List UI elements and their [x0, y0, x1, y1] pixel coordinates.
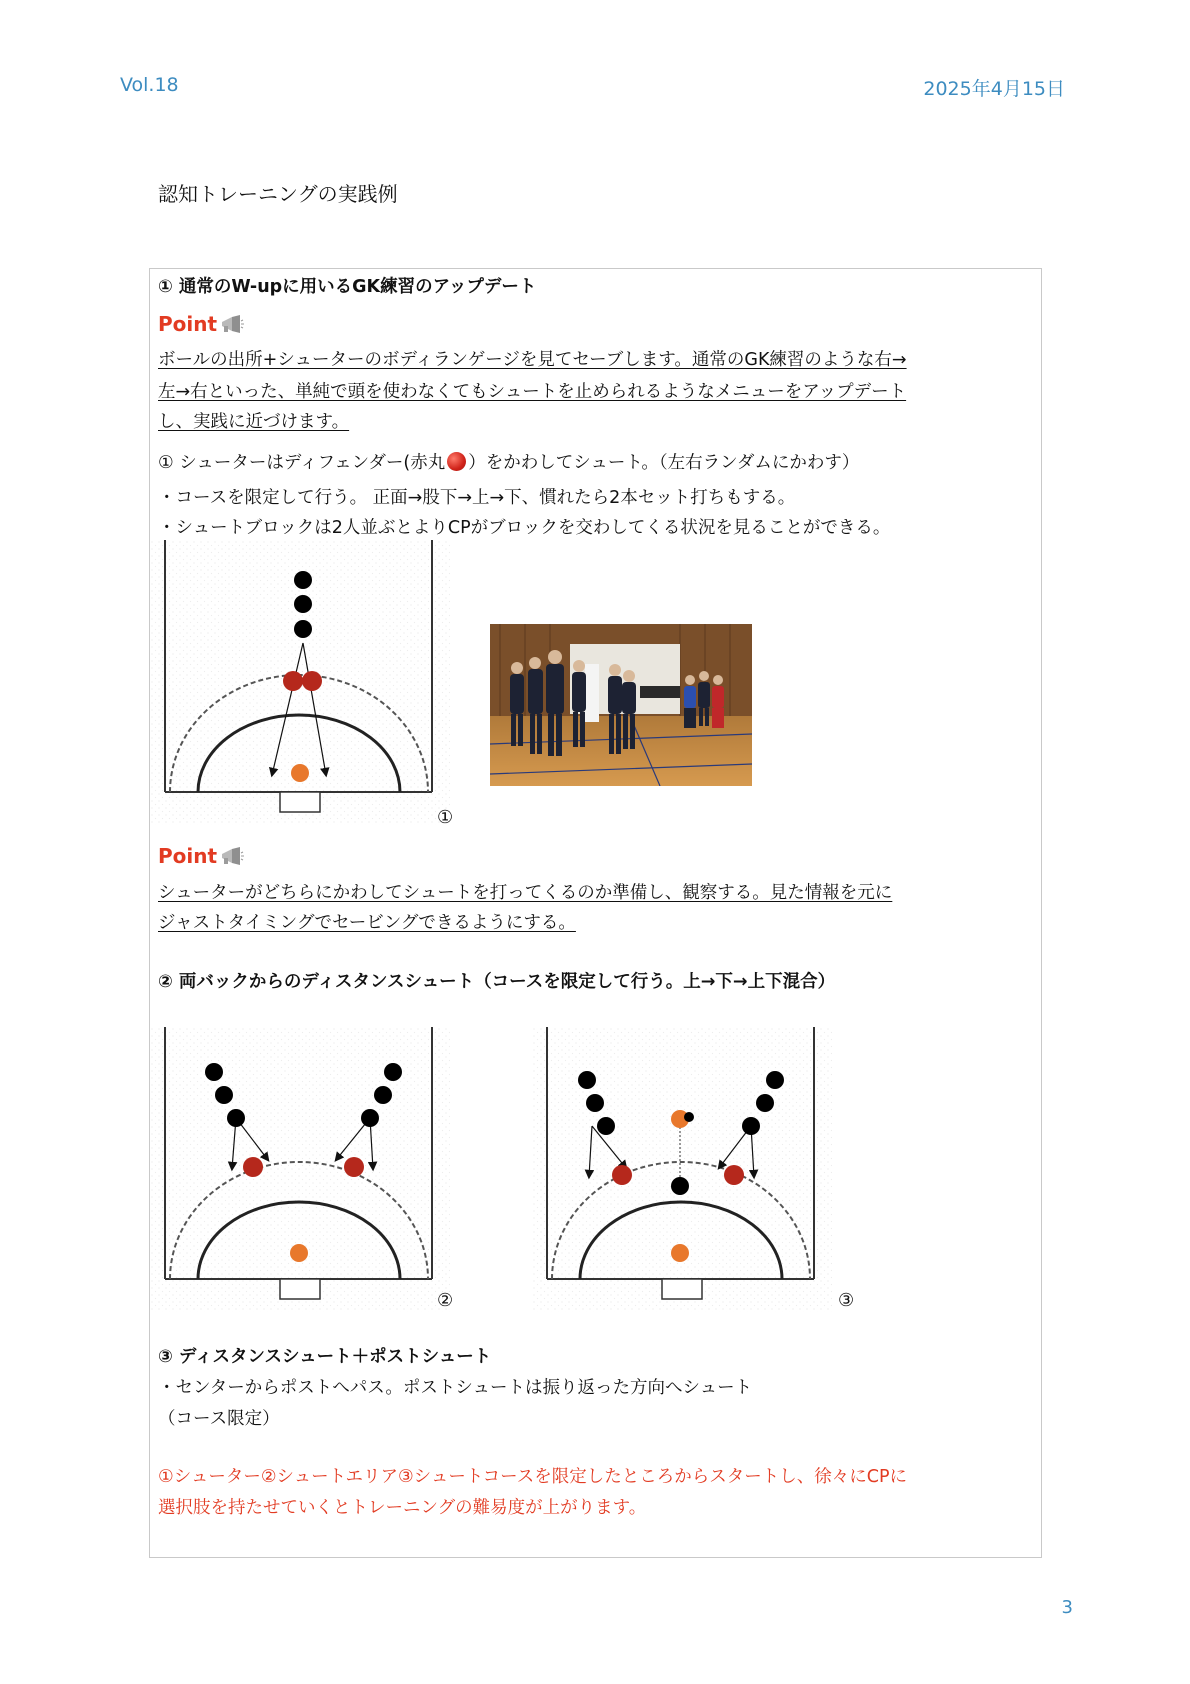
- shooter-marker: [294, 595, 312, 613]
- shooter-marker: [766, 1071, 784, 1089]
- point-label-2: [158, 846, 244, 869]
- point-label-1: [158, 314, 244, 337]
- shooter-marker: [374, 1086, 392, 1104]
- practice-photo: [490, 624, 752, 786]
- shooter-marker: [294, 571, 312, 589]
- diagram-number-1: ①: [437, 807, 454, 828]
- court-diagram-2: [150, 1027, 450, 1312]
- defender-marker: [302, 671, 322, 691]
- goalkeeper-marker: [671, 1244, 689, 1262]
- section3-line: ・センターからポストへパス。ポストシュートは振り返った方向へシュート: [158, 1378, 753, 1398]
- shooter-marker: [597, 1117, 615, 1135]
- defender-marker: [344, 1157, 364, 1177]
- point-text-line: 左→右といった、単純で頭を使わなくてもシュートを止められるようなメニューをアップデート: [158, 382, 907, 402]
- megaphone-icon: [220, 846, 244, 869]
- point2-text-line: シューターがどちらにかわしてシュートを打ってくるのか準備し、観察する。見た情報を元に: [158, 883, 893, 903]
- summary-line: 選択肢を持たせていくとトレーニングの難易度が上がります。: [158, 1498, 647, 1518]
- diagram-number-3: ③: [838, 1290, 855, 1311]
- red-circle-icon: [447, 452, 466, 471]
- shooter-marker: [586, 1094, 604, 1112]
- point-label-text: Point: [158, 844, 218, 868]
- section3-line: （コース限定）: [158, 1409, 280, 1429]
- point-label-text: Point: [158, 312, 218, 336]
- page-number: 3: [1061, 1597, 1073, 1618]
- shooter-marker: [227, 1109, 245, 1127]
- pivot-marker: [671, 1177, 689, 1195]
- drill-instruction-a: ① シューターはディフェンダー(赤丸: [158, 453, 446, 473]
- drill-instruction-b: ）をかわしてシュート。（左右ランダムにかわす）: [468, 453, 860, 473]
- point2-text-line: ジャストタイミングでセービングできるようにする。: [158, 913, 576, 933]
- shooter-marker: [361, 1109, 379, 1127]
- volume-label: Vol.18: [120, 74, 179, 96]
- section3-heading: ③ ディスタンスシュート＋ポストシュート: [158, 1347, 492, 1367]
- shooter-marker: [384, 1063, 402, 1081]
- court-diagram-3: [532, 1027, 832, 1312]
- shooter-marker: [294, 620, 312, 638]
- defender-marker: [612, 1165, 632, 1185]
- point-text-line: ボールの出所+シューターのボディランゲージを見てセーブします。通常のGK練習のような右→: [158, 350, 907, 370]
- bullet-item: ・コースを限定して行う。 正面→股下→上→下、慣れたら2本セット打ちもする。: [158, 488, 796, 508]
- shooter-marker: [742, 1117, 760, 1135]
- summary-line: ①シューター②シュートエリア③シュートコースを限定したところからスタートし、徐々にCPに: [158, 1467, 908, 1487]
- shooter-marker: [205, 1063, 223, 1081]
- point-text-line: し、実践に近づけます。: [158, 412, 350, 432]
- goalkeeper-marker: [290, 1244, 308, 1262]
- diagram-number-2: ②: [437, 1290, 454, 1311]
- page-title: 認知トレーニングの実践例: [158, 182, 398, 206]
- court-diagram-1: [150, 540, 450, 825]
- section1-heading: ① 通常のW-upに用いるGK練習のアップデート: [158, 277, 537, 297]
- section2-heading: ② 両バックからのディスタンスシュート（コースを限定して行う。上→下→上下混合）: [158, 972, 836, 992]
- defender-marker: [283, 671, 303, 691]
- issue-date: 2025年4月15日: [923, 78, 1065, 100]
- megaphone-icon: [220, 314, 244, 337]
- shooter-marker: [756, 1094, 774, 1112]
- ball-marker: [684, 1112, 694, 1122]
- goalkeeper-marker: [291, 764, 309, 782]
- defender-marker: [724, 1165, 744, 1185]
- defender-marker: [243, 1157, 263, 1177]
- shooter-marker: [578, 1071, 596, 1089]
- drill-instruction: [158, 452, 859, 473]
- bullet-item: ・シュートブロックは2人並ぶとよりCPがブロックを交わしてくる状況を見ることができる。: [158, 518, 891, 538]
- shooter-marker: [215, 1086, 233, 1104]
